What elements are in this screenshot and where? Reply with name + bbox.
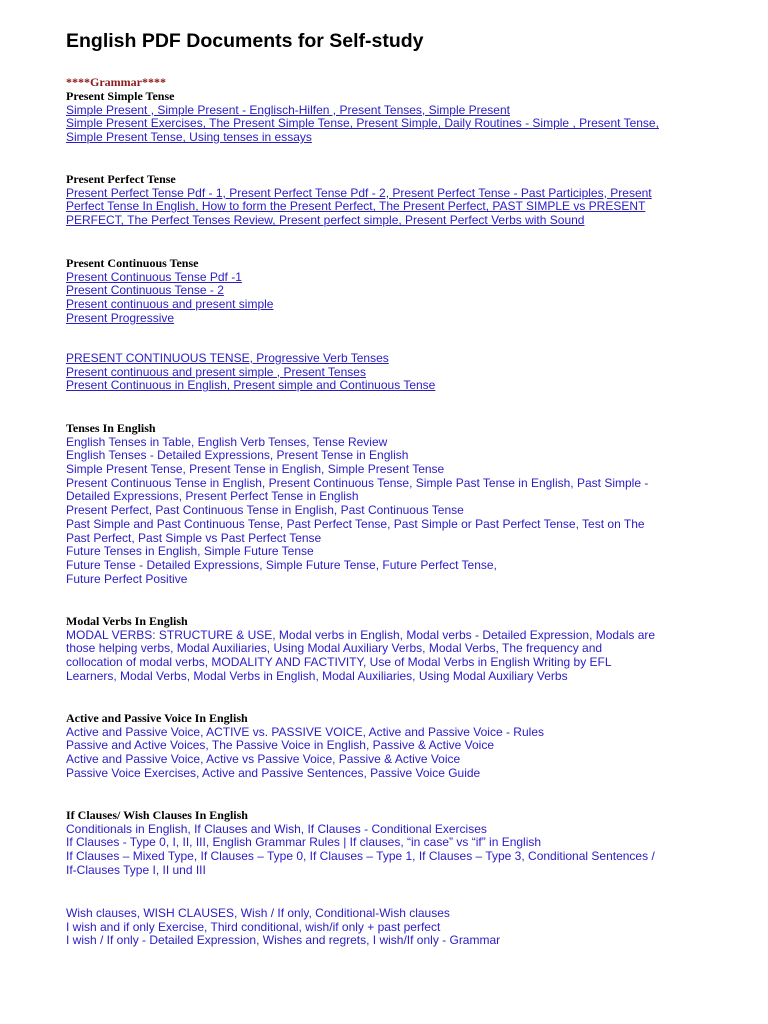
link-line[interactable]: Present Progressive — [66, 310, 175, 325]
section-present-simple — [66, 90, 706, 145]
section-heading: Present Continuous Tense — [66, 256, 199, 270]
link-line[interactable]: Passive and Active Voices, The Passive Voice in English, Passive & Active Voice — [66, 738, 495, 753]
section-modal-verbs — [66, 615, 706, 683]
link-line[interactable]: Future Tenses in English, Simple Future Tense — [66, 544, 314, 559]
section-present-continuous-more — [66, 352, 706, 393]
link-line[interactable]: Active and Passive Voice, Active vs Passive Voice, Passive & Active Voice — [66, 752, 461, 767]
link-line[interactable]: Learners, Modal Verbs, Modal Verbs in English, Modal Auxiliaries, Using Modal Auxiliary Verbs — [66, 668, 568, 683]
link-line[interactable]: Perfect Tense In English, How to form the Present Perfect, The Present Perfect, PAST SIMPLE vs PRESENT — [66, 199, 646, 214]
link-line[interactable]: Past Perfect, Past Simple vs Past Perfect Tense — [66, 530, 322, 545]
grammar-heading: ****Grammar**** — [66, 75, 166, 89]
link-line[interactable]: Present Perfect, Past Continuous Tense in English, Past Continuous Tense — [66, 503, 464, 518]
link-line[interactable]: those helping verbs, Modal Auxiliaries, Using Modal Auxiliary Verbs, Modal Verbs, The frequency and — [66, 641, 603, 656]
section-tenses — [66, 422, 706, 586]
link-line[interactable]: Future Perfect Positive — [66, 571, 188, 586]
section-if-clauses — [66, 809, 706, 877]
section-wish-clauses — [66, 907, 706, 948]
link-line[interactable]: PRESENT CONTINUOUS TENSE, Progressive Verb Tenses — [66, 351, 389, 365]
link-line[interactable]: Passive Voice Exercises, Active and Passive Sentences, Passive Voice Guide — [66, 765, 481, 780]
link-line[interactable]: Simple Present Exercises, The Present Simple Tense, Present Simple, Daily Routines - Simple , Present Tense, — [66, 116, 659, 131]
link-line[interactable]: Simple Present , Simple Present - Englisch-Hilfen , Present Tenses, Simple Present — [66, 102, 510, 117]
link-line[interactable]: collocation of modal verbs, MODALITY AND FACTIVITY, Use of Modal Verbs in English Writing by EFL — [66, 655, 612, 670]
link-line[interactable]: Present continuous and present simple — [66, 297, 274, 312]
link-line[interactable]: I wish / If only - Detailed Expression, Wishes and regrets, I wish/If only - Grammar — [66, 933, 501, 948]
link-line[interactable]: PERFECT, The Perfect Tenses Review, Present perfect simple, Present Perfect Verbs with Sound — [66, 213, 585, 228]
link-line[interactable]: Present Continuous in English, Present simple and Continuous Tense — [66, 378, 436, 393]
link-line[interactable]: English Tenses - Detailed Expressions, Present Tense in English — [66, 448, 409, 463]
link-line[interactable]: If Clauses - Type 0, I, II, III, English Grammar Rules | If clauses, “in case” vs “if” in English — [66, 835, 542, 850]
link-line[interactable]: Simple Present Tense, Present Tense in English, Simple Present Tense — [66, 462, 445, 477]
link-line[interactable]: Present Continuous Tense Pdf -1 — [66, 269, 242, 284]
link-line[interactable]: I wish and if only Exercise, Third conditional, wish/if only + past perfect — [66, 919, 441, 934]
link-line[interactable]: Present continuous and present simple , Present Tenses — [66, 364, 366, 379]
section-present-continuous — [66, 257, 706, 325]
link-line[interactable]: Future Tense - Detailed Expressions, Simple Future Tense, Future Perfect Tense, — [66, 557, 497, 572]
link-line[interactable]: Present Perfect Tense Pdf - 1, Present Perfect Tense Pdf - 2, Present Perfect Tense - Past Participles, Present — [66, 185, 652, 200]
link-line[interactable]: Simple Present Tense, Using tenses in essays — [66, 130, 312, 145]
section-heading: If Clauses/ Wish Clauses In English — [66, 808, 248, 822]
link-line[interactable]: Conditionals in English, If Clauses and Wish, If Clauses - Conditional Exercises — [66, 821, 487, 836]
link-line[interactable]: Detailed Expressions, Present Perfect Tense in English — [66, 489, 359, 504]
section-present-perfect — [66, 173, 706, 228]
link-line[interactable]: Past Simple and Past Continuous Tense, Past Perfect Tense, Past Simple or Past Perfect Tense, Test on The — [66, 516, 645, 531]
section-heading: Tenses In English — [66, 421, 156, 435]
link-line[interactable]: English Tenses in Table, English Verb Tenses, Tense Review — [66, 434, 388, 449]
link-line[interactable]: Present Continuous Tense in English, Present Continuous Tense, Simple Past Tense in English, Past Simple - — [66, 475, 649, 490]
section-heading: Present Simple Tense — [66, 89, 175, 103]
section-active-passive — [66, 712, 706, 780]
link-line[interactable]: Wish clauses, WISH CLAUSES, Wish / If only, Conditional-Wish clauses — [66, 906, 450, 920]
link-line[interactable]: Active and Passive Voice, ACTIVE vs. PASSIVE VOICE, Active and Passive Voice - Rules — [66, 724, 544, 739]
document-title: English PDF Documents for Self-study — [66, 30, 424, 52]
section-heading: Modal Verbs In English — [66, 614, 188, 628]
link-line[interactable]: MODAL VERBS: STRUCTURE & USE, Modal verbs in English, Modal verbs - Detailed Expression, Modals are — [66, 627, 656, 642]
section-heading: Present Perfect Tense — [66, 172, 176, 186]
section-heading: Active and Passive Voice In English — [66, 711, 248, 725]
link-line[interactable]: If Clauses – Mixed Type, If Clauses – Type 0, If Clauses – Type 1, If Clauses – Type 3, Conditional Sentences / — [66, 849, 655, 864]
link-line[interactable]: If-Clauses Type I, II und III — [66, 862, 206, 877]
link-line[interactable]: Present Continuous Tense - 2 — [66, 283, 224, 298]
